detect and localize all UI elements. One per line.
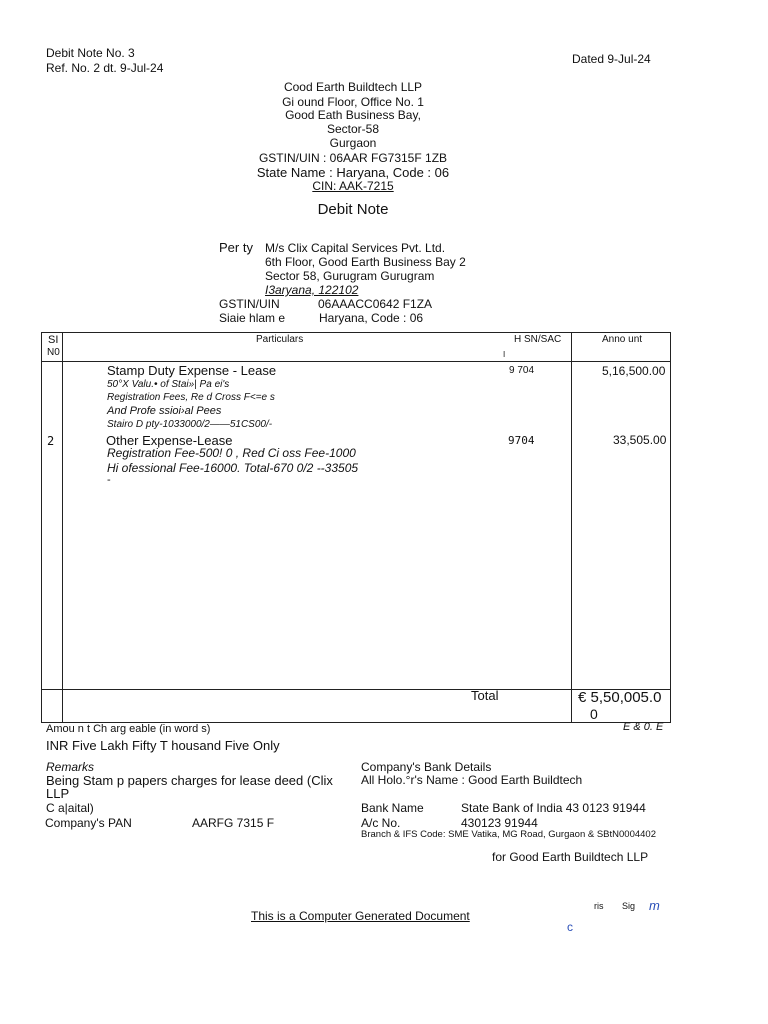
party-state-label: Siaie hlam e	[219, 311, 286, 325]
row-particulars-title: Stamp Duty Expense - Lease	[107, 363, 277, 378]
company-address-line: Gurgaon	[329, 136, 377, 150]
signature-mark: c	[567, 920, 573, 934]
row-amount: 5,16,500.00	[602, 364, 666, 378]
remarks-text: LLP	[46, 786, 70, 801]
computer-generated-note: This is a Computer Generated Document	[251, 909, 470, 923]
row-particulars-title: Other Expense-Lease	[106, 433, 233, 448]
row-particulars-detail: Registration Fees, Re d Cross F<=e s	[107, 392, 275, 403]
signature-text: Sig	[622, 901, 636, 911]
remarks-label: Remarks	[46, 760, 95, 774]
row-particulars-detail: And Profe ssioi›al Pees	[107, 405, 222, 417]
party-state-value: Haryana, Code : 06	[319, 311, 424, 325]
for-company: for Good Earth Buildtech LLP	[492, 850, 649, 864]
row-particulars-detail: Registration Fee-500! 0 , Red Ci oss Fee-1000	[107, 446, 356, 460]
bank-account-label: A/c No.	[361, 816, 401, 830]
party-name: M/s Clix Capital Services Pvt. Ltd.	[265, 241, 446, 255]
row-particulars-detail: -	[107, 474, 111, 486]
bank-account-value: 430123 91944	[461, 816, 538, 830]
dated: Dated 9-Jul-24	[572, 52, 651, 66]
reference-number: Ref. No. 2 dt. 9-Jul-24	[46, 61, 164, 75]
column-header-no: N0	[47, 347, 60, 358]
amount-in-words: INR Five Lakh Fifty T housand Five Only	[46, 738, 280, 753]
party-address-line: I3aryana, 122102	[265, 283, 359, 297]
total-value-continued: 0	[590, 706, 598, 722]
company-pan-label: Company's PAN	[45, 816, 132, 830]
row-hsn: 9704	[508, 434, 535, 447]
debit-note-number: Debit Note No. 3	[46, 46, 135, 60]
column-header-sl: SI	[48, 334, 59, 346]
row-particulars-detail: Hi ofessional Fee-16000. Total-670 0/2 --33505	[107, 461, 359, 475]
bank-name-label: Bank Name	[361, 801, 424, 815]
party-gstin-value: 06AAACC0642 F1ZA	[318, 297, 433, 311]
bank-details-title: Company's Bank Details	[361, 760, 492, 774]
remarks-text: Being Stam p papers charges for lease deed (Clix	[46, 773, 333, 788]
document-title: Debit Note	[317, 201, 389, 218]
party-gstin-label: GSTIN/UIN	[219, 297, 280, 311]
amount-words-label: Amou n t Ch arg eable (in word s)	[46, 723, 211, 735]
column-header-hsn-mark: I	[503, 350, 506, 359]
party-label: Per ty	[219, 240, 253, 255]
company-address-line: Good Eath Business Bay,	[285, 108, 421, 122]
company-name: Cood Earth Buildtech LLP	[283, 80, 423, 94]
column-header-hsn: H SN/SAC	[514, 334, 562, 345]
row-sl-number: 2	[47, 434, 55, 448]
party-address-line: 6th Floor, Good Earth Business Bay 2	[265, 255, 466, 269]
row-particulars-detail: Stairo D pty-1033000/2——51CS00/-	[107, 419, 273, 430]
company-cin: CIN: AAK-7215	[312, 179, 394, 193]
bank-name-value: State Bank of India 43 0123 91944	[461, 801, 646, 815]
total-label: Total	[471, 688, 499, 703]
total-value: € 5,50,005.0	[578, 689, 662, 706]
company-state: State Name : Haryana, Code : 06	[256, 165, 450, 180]
remarks-text: C a|aital)	[46, 801, 94, 815]
signature-mark: m	[649, 898, 660, 913]
company-gstin: GSTIN/UIN : 06AAR FG7315F 1ZB	[258, 151, 448, 165]
column-header-amount: Anno unt	[602, 334, 643, 345]
column-header-particulars: Particulars	[256, 334, 304, 345]
party-address-line: Sector 58, Gurugram Gurugram	[265, 269, 435, 283]
company-pan-value: AARFG 7315 F	[192, 816, 275, 830]
company-address-line: Gi ound Floor, Office No. 1	[282, 95, 424, 109]
row-amount: 33,505.00	[613, 433, 667, 447]
bank-branch-ifsc: Branch & IFS Code: SME Vatika, MG Road, Gurgaon & SBtN0004402	[361, 829, 657, 840]
errors-omissions-excepted: E & 0. E	[623, 721, 664, 733]
row-particulars-detail: 50°X Valu.• of Stai»| Pa ei's	[107, 379, 230, 390]
bank-account-holder: All Holo.°r's Name : Good Earth Buildtech	[361, 773, 583, 787]
company-address-line: Sector-58	[326, 122, 380, 136]
signature-text: ris	[594, 901, 604, 911]
row-hsn: 9 704	[509, 365, 535, 376]
